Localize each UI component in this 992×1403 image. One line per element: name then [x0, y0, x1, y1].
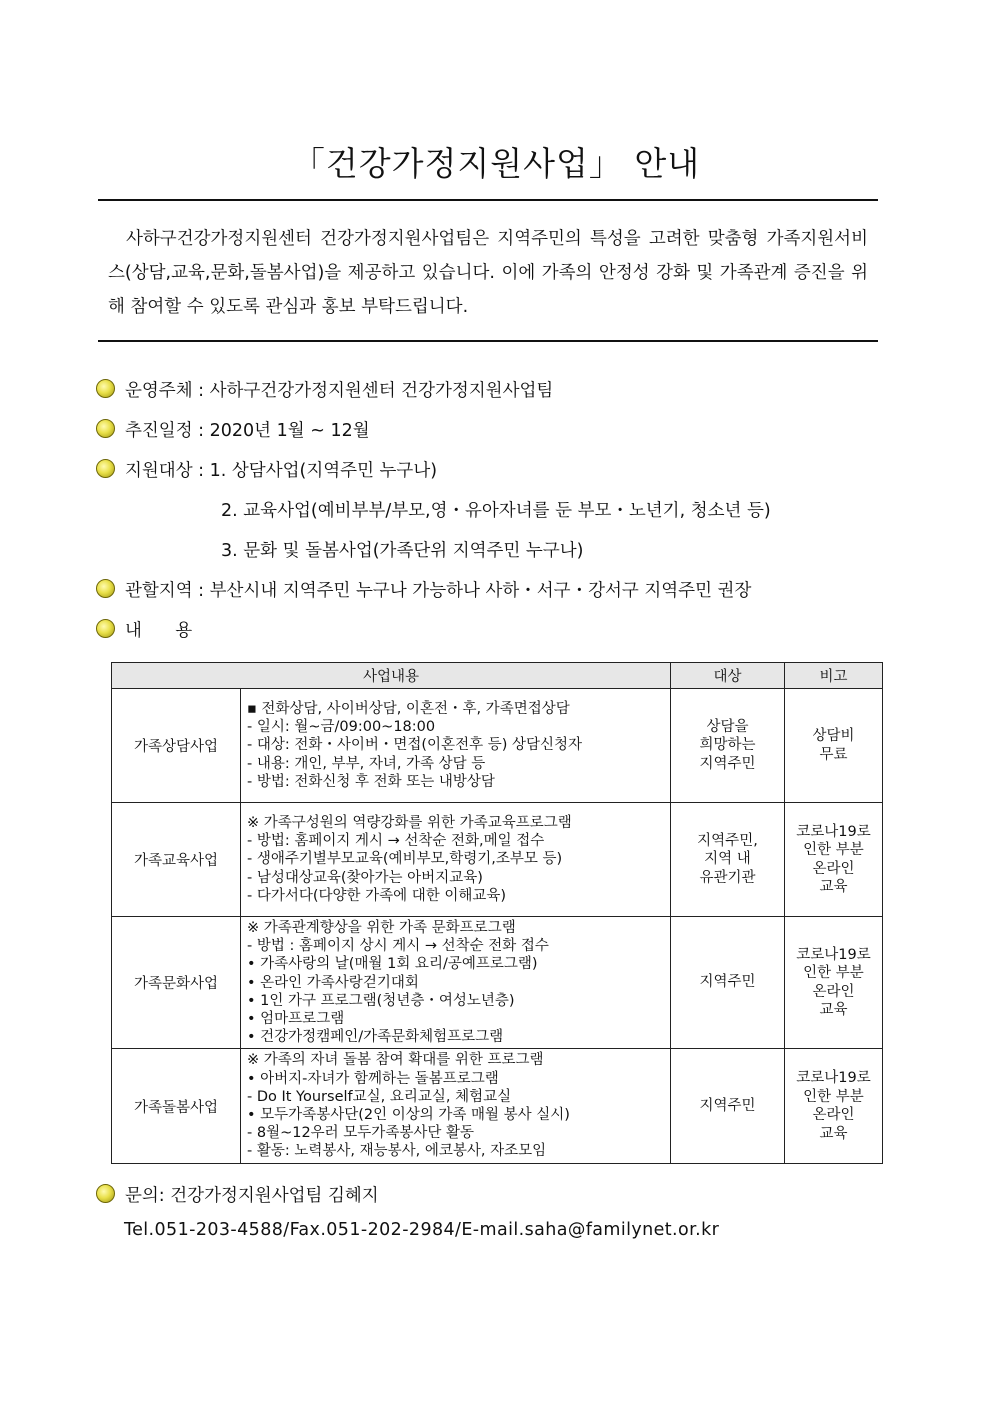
target-item-3: 3. 문화 및 돌봄사업(가족단위 지역주민 누구나) — [221, 541, 584, 561]
note-line: 무료 — [819, 746, 848, 763]
program-table — [111, 662, 883, 1164]
note-line: 인한 부분 — [803, 1088, 864, 1105]
content-line: • 아버지-자녀가 함께하는 돌봄프로그램 — [247, 1070, 499, 1087]
row-name: 가족문화사업 — [112, 917, 241, 1049]
target-line: 지역주민 — [699, 755, 756, 772]
note-line: 교육 — [819, 1002, 848, 1019]
intro-paragraph — [108, 222, 868, 324]
target-line: 지역주민 — [699, 1097, 756, 1114]
schedule-row — [96, 417, 370, 442]
contact-row — [96, 1182, 379, 1207]
row-note — [785, 917, 883, 1049]
content-line: - 방법: 전화신청 후 전화 또는 내방상담 — [247, 773, 495, 790]
top-divider — [98, 199, 878, 201]
table-row — [112, 1049, 883, 1163]
note-line: 온라인 — [812, 860, 855, 877]
content-line: - 내용: 개인, 부부, 자녀, 가족 상담 등 — [247, 755, 486, 772]
row-name: 가족교육사업 — [112, 803, 241, 917]
row-note — [785, 689, 883, 803]
content-line: - 일시: 월~금/09:00~18:00 — [247, 719, 436, 736]
bottom-divider — [98, 340, 878, 342]
header-content: 사업내용 — [112, 663, 671, 689]
content-row — [96, 617, 192, 642]
intro-text: 사하구건강가정지원센터 건강가정지원사업팀은 지역주민의 특성을 고려한 맞춤형 가족지원서비스(상담,교육,문화,돌봄사업)을 제공하고 있습니다. 이에 가족의 안정성 강화 및 가족관계 증진을 위해 참여할 수 있도록 관심과 홍보 부탁드립니다. — [108, 229, 868, 317]
content-line: ※ 가족구성원의 역량강화를 위한 가족교육프로그램 — [247, 814, 572, 831]
content-line: • 1인 가구 프로그램(청년층・여성노년층) — [247, 992, 515, 1009]
row-content — [241, 917, 671, 1049]
content-line: • 가족사랑의 날(매월 1회 요리/공예프로그램) — [247, 956, 538, 973]
header-target: 대상 — [671, 663, 785, 689]
schedule-text: 추진일정 : 2020년 1월 ~ 12월 — [125, 421, 370, 441]
region-text: 관할지역 : 부산시내 지역주민 누구나 가능하나 사하・서구・강서구 지역주민 권장 — [125, 581, 752, 601]
contact-label: 문의: 건강가정지원사업팀 김혜지 — [125, 1186, 379, 1206]
target-line: 희망하는 — [699, 737, 756, 754]
note-line: 코로나19로 — [796, 1070, 871, 1087]
content-line: - 대상: 전화・사이버・면접(이혼전후 등) 상담신청자 — [247, 737, 582, 754]
bullet-icon — [96, 419, 115, 438]
table-row — [112, 917, 883, 1049]
note-line: 인한 부분 — [803, 842, 864, 858]
content-line: ▪ 전화상담, 사이버상담, 이혼전・후, 가족면접상담 — [247, 700, 570, 717]
row-target — [671, 1049, 785, 1163]
row-note — [785, 803, 883, 917]
target-line: 지역주민 — [699, 974, 756, 991]
operator-row — [96, 377, 553, 402]
note-line: 코로나19로 — [796, 946, 871, 963]
page-title: 「건강가정지원사업」 안내 — [291, 144, 701, 183]
note-line: 인한 부분 — [803, 965, 864, 982]
content-line: - Do It Yourself교실, 요리교실, 체험교실 — [247, 1088, 512, 1105]
operator-text: 운영주체 : 사하구건강가정지원센터 건강가정지원사업팀 — [125, 381, 554, 401]
content-line: - 활동: 노력봉사, 재능봉사, 에코봉사, 자조모임 — [247, 1143, 547, 1160]
bullet-icon — [96, 379, 115, 398]
row-name: 가족돌봄사업 — [112, 1049, 241, 1163]
target-text-1: 지원대상 : 1. 상담사업(지역주민 누구나) — [125, 461, 438, 481]
contact-details: Tel.051-203-4588/Fax.051-202-2984/E-mail.saha@familynet.or.kr — [124, 1220, 720, 1240]
row-content — [241, 1049, 671, 1163]
content-line: - 생애주기별부모교육(예비부모,학령기,조부모 등) — [247, 851, 563, 868]
content-line: - 남성대상교육(찾아가는 아버지교육) — [247, 869, 483, 886]
note-line: 상담비 — [812, 728, 855, 744]
content-line: ※ 가족관계향상을 위한 가족 문화프로그램 — [247, 920, 516, 936]
content-line: - 방법 : 홈페이지 상시 게시 → 선착순 전화 접수 — [247, 938, 549, 955]
target-line: 지역주민, — [697, 832, 758, 849]
content-line: ※ 가족의 자녀 돌봄 참여 확대를 위한 프로그램 — [247, 1052, 544, 1069]
region-row — [96, 577, 751, 602]
target-item-2: 2. 교육사업(예비부부/부모,영・유아자녀를 둔 부모・노년기, 청소년 등) — [221, 501, 771, 521]
table-header-row — [112, 663, 883, 689]
note-line: 온라인 — [812, 983, 855, 1000]
bullet-icon — [96, 1184, 115, 1203]
table-row — [112, 803, 883, 917]
note-line: 교육 — [819, 1125, 848, 1142]
row-target — [671, 917, 785, 1049]
row-content — [241, 803, 671, 917]
note-line: 교육 — [819, 879, 848, 895]
content-line: • 엄마프로그램 — [247, 1011, 345, 1028]
row-target — [671, 689, 785, 803]
row-target — [671, 803, 785, 917]
table-row — [112, 689, 883, 803]
bullet-icon — [96, 579, 115, 598]
content-line: • 모두가족봉사단(2인 이상의 가족 매월 봉사 실시) — [247, 1107, 570, 1124]
note-line: 온라인 — [812, 1107, 855, 1124]
target-row — [96, 457, 437, 482]
header-note: 비고 — [785, 663, 883, 689]
row-content — [241, 689, 671, 803]
content-line: • 온라인 가족사랑걷기대회 — [247, 974, 419, 991]
content-line: • 건강가정캠페인/가족문화체험프로그램 — [247, 1029, 504, 1046]
target-line: 지역 내 — [704, 851, 751, 868]
content-label: 내 용 — [125, 621, 193, 641]
row-note — [785, 1049, 883, 1163]
note-line: 코로나19로 — [796, 823, 871, 840]
bullet-icon — [96, 459, 115, 478]
bullet-icon — [96, 619, 115, 638]
content-line: - 방법: 홈페이지 게시 → 선착순 전화,메일 접수 — [247, 833, 545, 850]
content-line: - 다가서다(다양한 가족에 대한 이해교육) — [247, 887, 507, 904]
target-line: 유관기관 — [699, 869, 756, 886]
content-line: - 8월~12우러 모두가족봉사단 활동 — [247, 1125, 474, 1142]
target-line: 상담을 — [706, 718, 749, 735]
row-name: 가족상담사업 — [112, 689, 241, 803]
